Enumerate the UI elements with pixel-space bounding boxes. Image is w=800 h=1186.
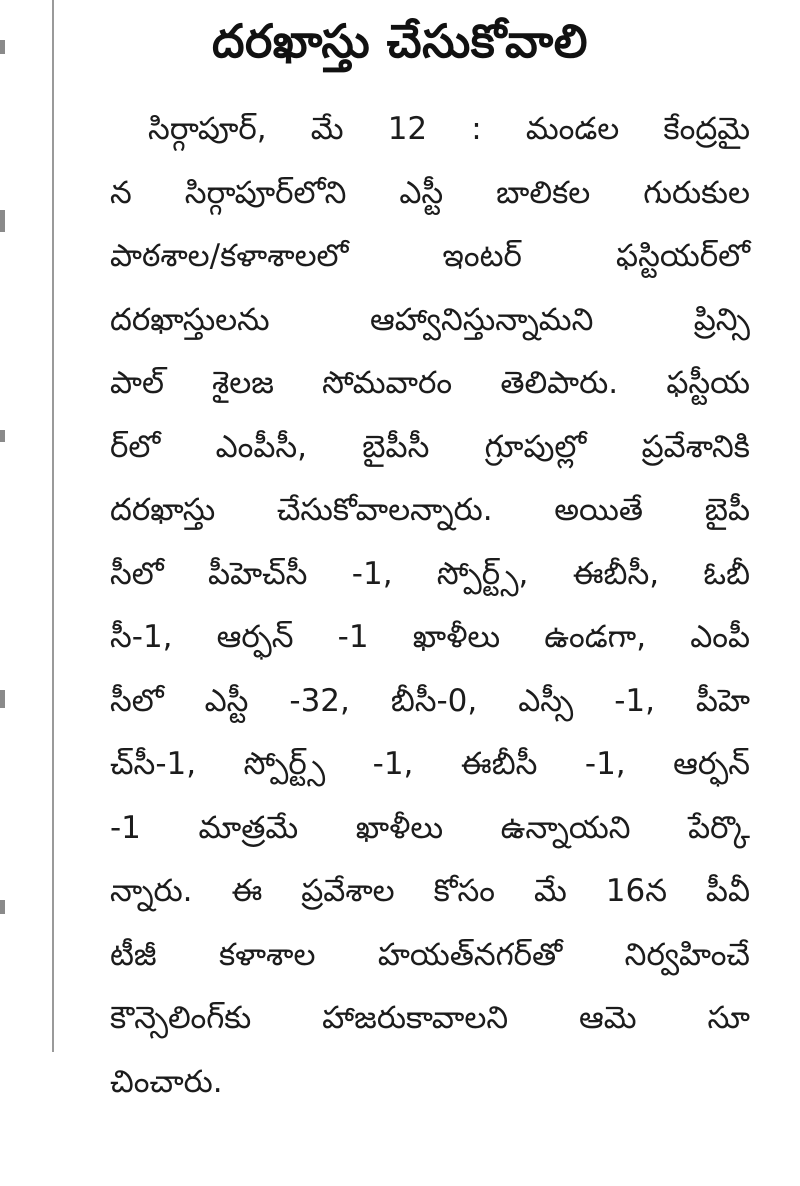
article-line: సీలో పీహెచ్‌సీ -1, స్పోర్ట్స్, ఈబీసీ, ఓబీ — [110, 555, 750, 592]
page-edge-mark — [0, 690, 5, 708]
article-line: దరఖాస్తులను ఆహ్వానిస్తున్నామని ప్రిన్సి — [110, 301, 750, 338]
article-headline: దరఖాస్తు చేసుకోవాలి — [212, 14, 588, 68]
article-line: పాల్ శైలజ సోమవారం తెలిపారు. ఫస్టీయ — [110, 365, 750, 401]
article-line: న్నారు. ఈ ప్రవేశాల కోసం మే 16న పీవీ — [110, 873, 750, 909]
article-line: న సిర్గాపూర్‌లోని ఎస్టీ బాలికల గురుకుల — [110, 174, 750, 211]
article-line: ర్‌లో ఎంపీసీ, బైపీసీ గ్రూపుల్లో ప్రవేశానికి — [110, 428, 750, 465]
page-edge-mark — [0, 900, 5, 914]
article-body — [110, 98, 750, 1114]
page-edge-mark — [0, 430, 5, 442]
article-line: టీజీ కళాశాల హయత్‌నగర్‌తో నిర్వహించే — [110, 936, 750, 973]
article-line: -1 మాత్రమే ఖాళీలు ఉన్నాయని పేర్కొ — [110, 809, 750, 846]
article-line: సీ-1, ఆర్ఫన్ -1 ఖాళీలు ఉండగా, ఎంపీ — [110, 619, 750, 655]
article-line: సీలో ఎస్టీ -32, బీసీ-0, ఎస్సీ -1, పీహె — [110, 682, 750, 719]
column-divider-line — [52, 0, 54, 1052]
article-line: పాఠశాల/కళాశాలలో ఇంటర్ ఫస్టియర్‌లో — [110, 238, 750, 274]
article-line: చ్‌సీ-1, స్పోర్ట్స్ -1, ఈబీసీ -1, ఆర్ఫన్ — [110, 746, 750, 782]
article-line: చించారు. — [110, 1063, 223, 1100]
article-line: దరఖాస్తు చేసుకోవాలన్నారు. అయితే బైపీ — [110, 492, 750, 528]
page-edge-mark — [0, 210, 5, 232]
article-line: సిర్గాపూర్, మే 12 : మండల కేంద్రమై — [148, 111, 750, 147]
article-line: కౌన్సెలింగ్‌కు హాజరుకావాలని ఆమె సూ — [110, 1000, 750, 1036]
